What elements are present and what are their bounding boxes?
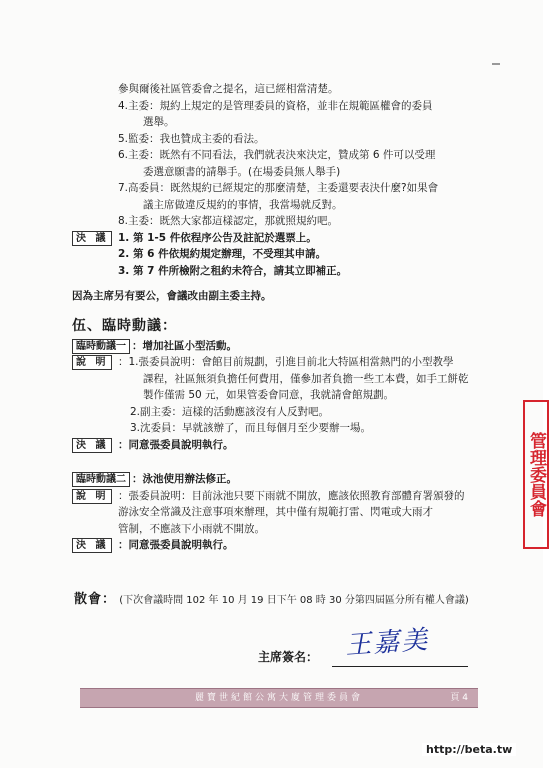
motion-label: 臨時動議二 [72, 472, 130, 487]
text-line: 選舉。 [143, 116, 175, 128]
edge-mark [492, 63, 500, 65]
resolution-label: 決 議 [72, 231, 112, 246]
resolution-text: ：同意張委員說明執行。 [118, 438, 234, 451]
explanation-label: 說 明 [72, 355, 112, 370]
text-line: 4.主委：規約上規定的是管理委員的資格，並非在規範區權會的委員 [118, 99, 433, 112]
explanation-text: ：張委員說明：目前泳池只要下雨就不開放，應該依照教育部體育署頒發的 [118, 489, 465, 502]
section-title: 伍、臨時動議： [72, 317, 177, 334]
resolution-text: ：同意張委員說明執行。 [118, 539, 234, 551]
text-line: 6.主委：既然有不同看法，我們就表決來決定，贊成第 6 件可以受理 [118, 149, 436, 161]
next-meeting-note: (下次會議時間 102 年 10 月 19 日下午 08 時 30 分第四屆區分所有權人會議) [119, 595, 469, 606]
minutes-body [72, 81, 492, 554]
adjournment [74, 588, 469, 607]
text-line: 委選意願書的請舉手。(在場委員無人舉手) [143, 165, 341, 178]
text-line: 議主席做違反規約的事情，我當場就反對。 [143, 198, 343, 211]
watermark: http://beta.tw [422, 743, 516, 756]
footer-title: 麗寶世紀館公寓大廈管理委員會 [194, 693, 363, 703]
resolution-item [72, 537, 492, 554]
explanation-text: ：1.張委員說明：會館目前規劃，引進目前北大特區相當熱門的小型教學 [118, 356, 454, 368]
text-line: 5.監委：我也贊成主委的看法。 [118, 132, 265, 145]
motion-header [72, 338, 492, 355]
adjournment-label: 散會： [74, 592, 117, 607]
chair-signature: 王嘉美 [344, 625, 431, 661]
text-line: 8.主委：既然大家都這樣認定，那就照規約吧。 [118, 215, 339, 227]
resolution-label: 決 議 [72, 538, 112, 553]
motion-label: 臨時動議一 [72, 339, 130, 354]
explanation-line [72, 488, 492, 505]
motion-title: ：泳池使用辦法修正。 [132, 473, 237, 485]
resolution-item [72, 437, 492, 454]
explanation-line [72, 354, 492, 371]
text-line: 2.副主委：這樣的活動應該沒有人反對吧。 [130, 405, 330, 418]
resolution-text: 1. 第 1-5 件依程序公告及註記於選票上。 [118, 231, 317, 244]
page-footer [80, 688, 478, 708]
committee-seal: 管理委員會 [523, 400, 549, 549]
text-line: 游泳安全常識及注意事項來辦理，其中僅有規範打雷、閃電或大雨才 [118, 506, 433, 518]
text-line: 2. 第 6 件依規約規定辦理，不受理其申請。 [118, 248, 327, 260]
explanation-label: 說 明 [72, 489, 112, 504]
text-line: 7.高委員：既然規約已經規定的那麼清楚，主委還要表決什麼?如果會 [118, 182, 439, 194]
page-number: 頁 4 [450, 693, 468, 703]
text-line: 課程，社區無須負擔任何費用，僅參加者負擔一些工本費，如手工餅乾 [143, 372, 469, 385]
text-line: 3.沈委員：早就該辦了，而且每個月至少要辦一場。 [130, 422, 372, 434]
chair-note: 因為主席另有要公，會議改由副主委主持。 [72, 290, 272, 302]
resolution-label: 決 議 [72, 438, 112, 453]
resolution-item [72, 230, 492, 247]
motion-header [72, 471, 492, 488]
signature-label: 主席簽名： [258, 650, 319, 664]
signature-line [332, 666, 468, 667]
text-line: 參與爾後社區管委會之提名，這已經相當清楚。 [118, 83, 339, 95]
text-line: 3. 第 7 件所檢附之租約未符合，請其立即補正。 [118, 264, 348, 277]
text-line: 製作僅需 50 元，如果管委會同意，我就請會館規劃。 [143, 389, 395, 401]
text-line: 管制，不應該下小雨就不開放。 [118, 522, 265, 535]
motion-title: ：增加社區小型活動。 [132, 339, 237, 352]
